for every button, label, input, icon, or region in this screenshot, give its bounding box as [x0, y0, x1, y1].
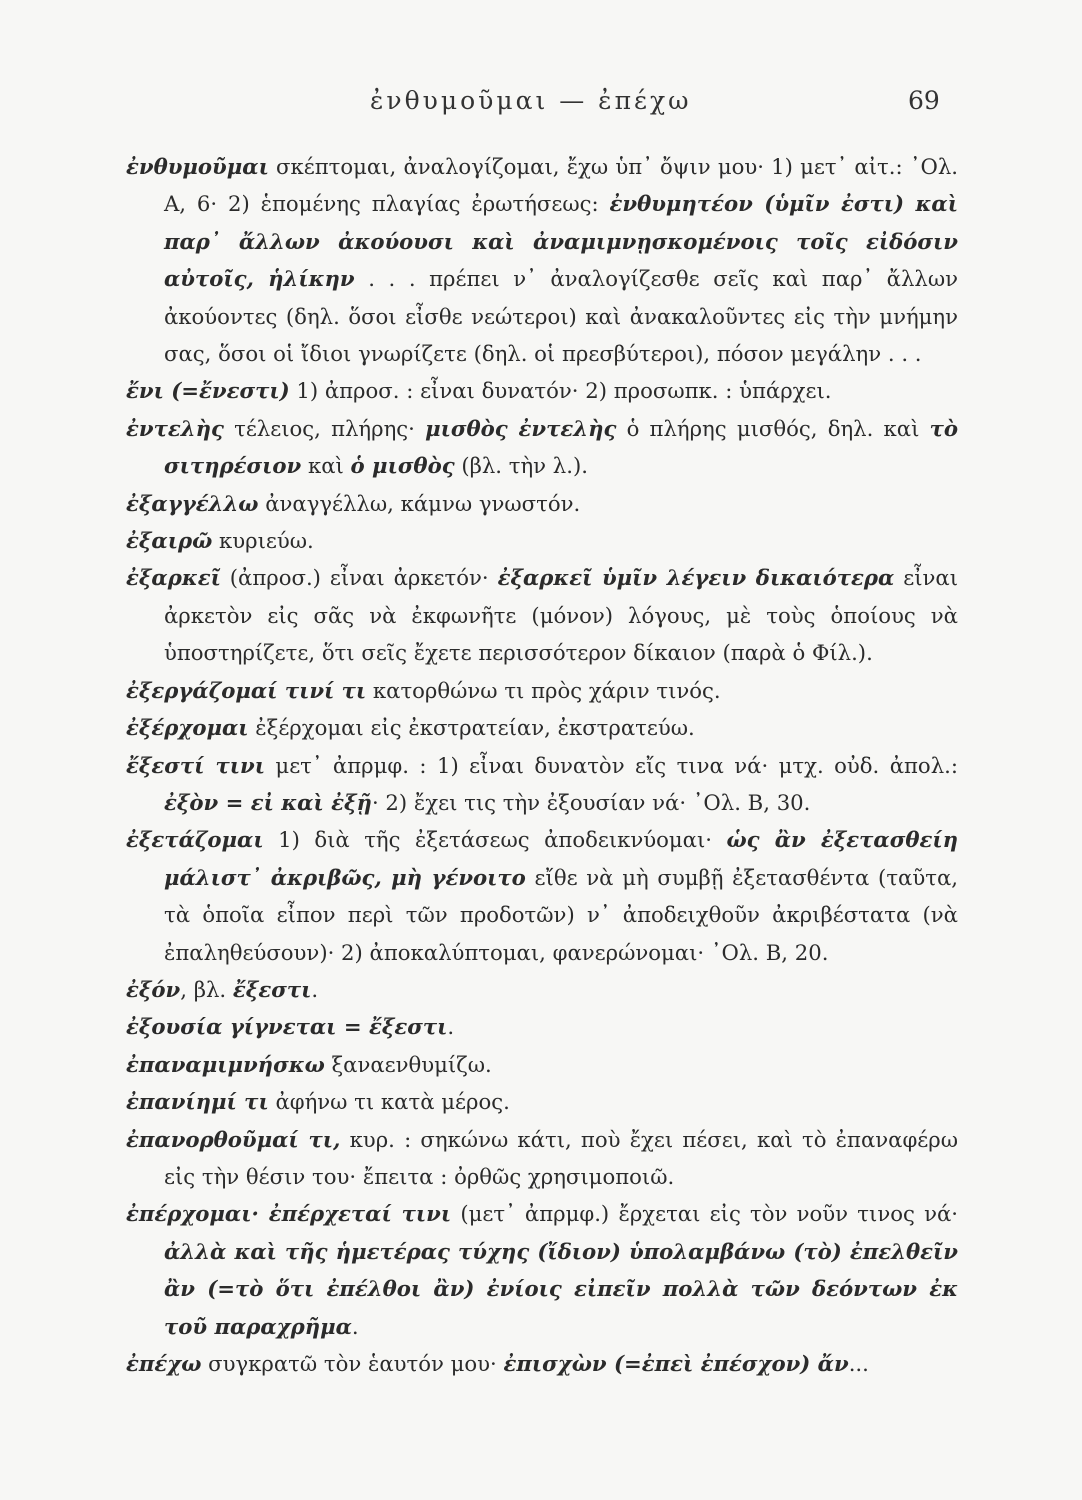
running-head — [0, 86, 1082, 122]
dictionary-entry: ἐξόν, βλ. ἔξεστι. — [126, 976, 319, 1002]
dictionary-entry: ἐξετάζομαι 1) διὰ τῆς ἐξετάσεως ἀποδεικνύομαι· ὡς ἂν ἐξετασθείη μάλιστ᾿ ἀκριβῶς, μὴ γένοιτο εἴθε νὰ μὴ συμβῇ ἐξετασθέντα (ταῦτα, τὰ ὁποῖα εἶπον περὶ τῶν προδοτῶν) ν᾿ ἀποδειχθοῦν ἀκριβέστατα (νὰ ἐπαληθεύσουν)· 2) ἀποκαλύπτομαι, φανερώνομαι· ᾿Ολ. Β, 20. — [126, 827, 959, 965]
dictionary-entry: ἐξαγγέλλω ἀναγγέλλω, κάμνω γνωστόν. — [126, 490, 581, 516]
page-number: 69 — [908, 86, 940, 115]
dictionary-entry: ἐπέχω συγκρατῶ τὸν ἑαυτόν μου· ἐπισχὼν (=ἐπεὶ ἐπέσχον) ἄν... — [126, 1351, 869, 1376]
dictionary-entry: ἐπανίημί τι ἀφήνω τι κατὰ μέρος. — [126, 1089, 510, 1115]
dictionary-entries — [126, 148, 958, 1382]
dictionary-entry: ἐντελὴς τέλειος, πλήρης· μισθὸς ἐντελὴς ὁ πλήρης μισθός, δηλ. καὶ τὸ σιτηρέσιον καὶ ὁ μισθὸς (βλ. τὴν λ.). — [126, 415, 958, 479]
dictionary-entry: ἐνθυμοῦμαι σκέπτομαι, ἀναλογίζομαι, ἔχω ὑπ᾿ ὄψιν μου· 1) μετ᾿ αἰτ.: ᾿Ολ. Α, 6· 2) ἑπομένης πλαγίας ἐρωτήσεως: ἐνθυμητέον (ὑμῖν ἐστι) καὶ παρ᾿ ἄλλων ἀκούουσι καὶ ἀναμιμνῃσκομένοις τοῖς εἰδόσιν αὐτοῖς, ἡλίκην . . . πρέπει ν᾿ ἀναλογίζεσθε σεῖς καὶ παρ᾿ ἄλλων ἀκούοντες (δηλ. ὅσοι εἶσθε νεώτεροι) καὶ ἀνακαλοῦντες εἰς τὴν μνήμην σας, ὅσοι οἱ ἴδιοι γνωρίζετε (δηλ. οἱ πρεσβύτεροι), πόσον μεγάλην . . . — [126, 154, 958, 367]
dictionary-entry: ἐπανορθοῦμαί τι, κυρ. : σηκώνω κάτι, ποὺ ἔχει πέσει, καὶ τὸ ἐπαναφέρω εἰς τὴν θέσιν του· ἔπειτα : ὀρθῶς χρησιμοποιῶ. — [126, 1126, 959, 1189]
dictionary-entry: ἐξέρχομαι ἐξέρχομαι εἰς ἐκστρατείαν, ἐκστρατεύω. — [126, 715, 695, 741]
dictionary-entry: ἐξεργάζομαί τινί τι κατορθώνω τι πρὸς χάριν τινός. — [126, 677, 721, 703]
dictionary-entry: ἐξαιρῶ κυριεύω. — [126, 528, 314, 554]
dictionary-entry: ἐξουσία γίγνεται = ἔξεστι. — [126, 1014, 455, 1040]
dictionary-entry: ἐπέρχομαι· ἐπέρχεταί τινι (μετ᾿ ἀπρμφ.) ἔρχεται εἰς τὸν νοῦν τινος νά· ἀλλὰ καὶ τῆς ἡμετέρας τύχης (ἴδιον) ὑπολαμβάνω (τὸ) ἐπελθεῖν ἂν (=τὸ ὅτι ἐπέλθοι ἂν) ἐνίοις εἰπεῖν πολλὰ τῶν δεόντων ἐκ τοῦ παραχρῆμα. — [126, 1201, 958, 1339]
dictionary-entry: ἐπαναμιμνήσκω ξαναενθυμίζω. — [126, 1051, 492, 1077]
running-head-title: ἐνθυμοῦμαι — ἐπέχω — [370, 86, 692, 115]
dictionary-entry: ἔνι (=ἔνεστι) 1) ἀπροσ. : εἶναι δυνατόν· 2) προσωπκ. : ὑπάρχει. — [126, 378, 832, 404]
dictionary-entry: ἔξεστί τινι μετ᾿ ἀπρμφ. : 1) εἶναι δυνατὸν εἴς τινα νά· μτχ. οὐδ. ἀπολ.: ἐξὸν = εἰ καὶ ἐξῇ· 2) ἔχει τις τὴν ἐξουσίαν νά· ᾿Ολ. Β, 30. — [126, 752, 958, 815]
dictionary-entry: ἐξαρκεῖ (ἀπροσ.) εἶναι ἀρκετόν· ἐξαρκεῖ ὑμῖν λέγειν δικαιότερα εἶναι ἀρκετὸν εἰς σᾶς νὰ ἐκφωνῆτε (μόνον) λόγους, μὲ τοὺς ὁποίους νὰ ὑποστηρίζετε, ὅτι σεῖς ἔχετε περισσότερον δίκαιον (παρὰ ὁ Φίλ.). — [126, 565, 958, 666]
